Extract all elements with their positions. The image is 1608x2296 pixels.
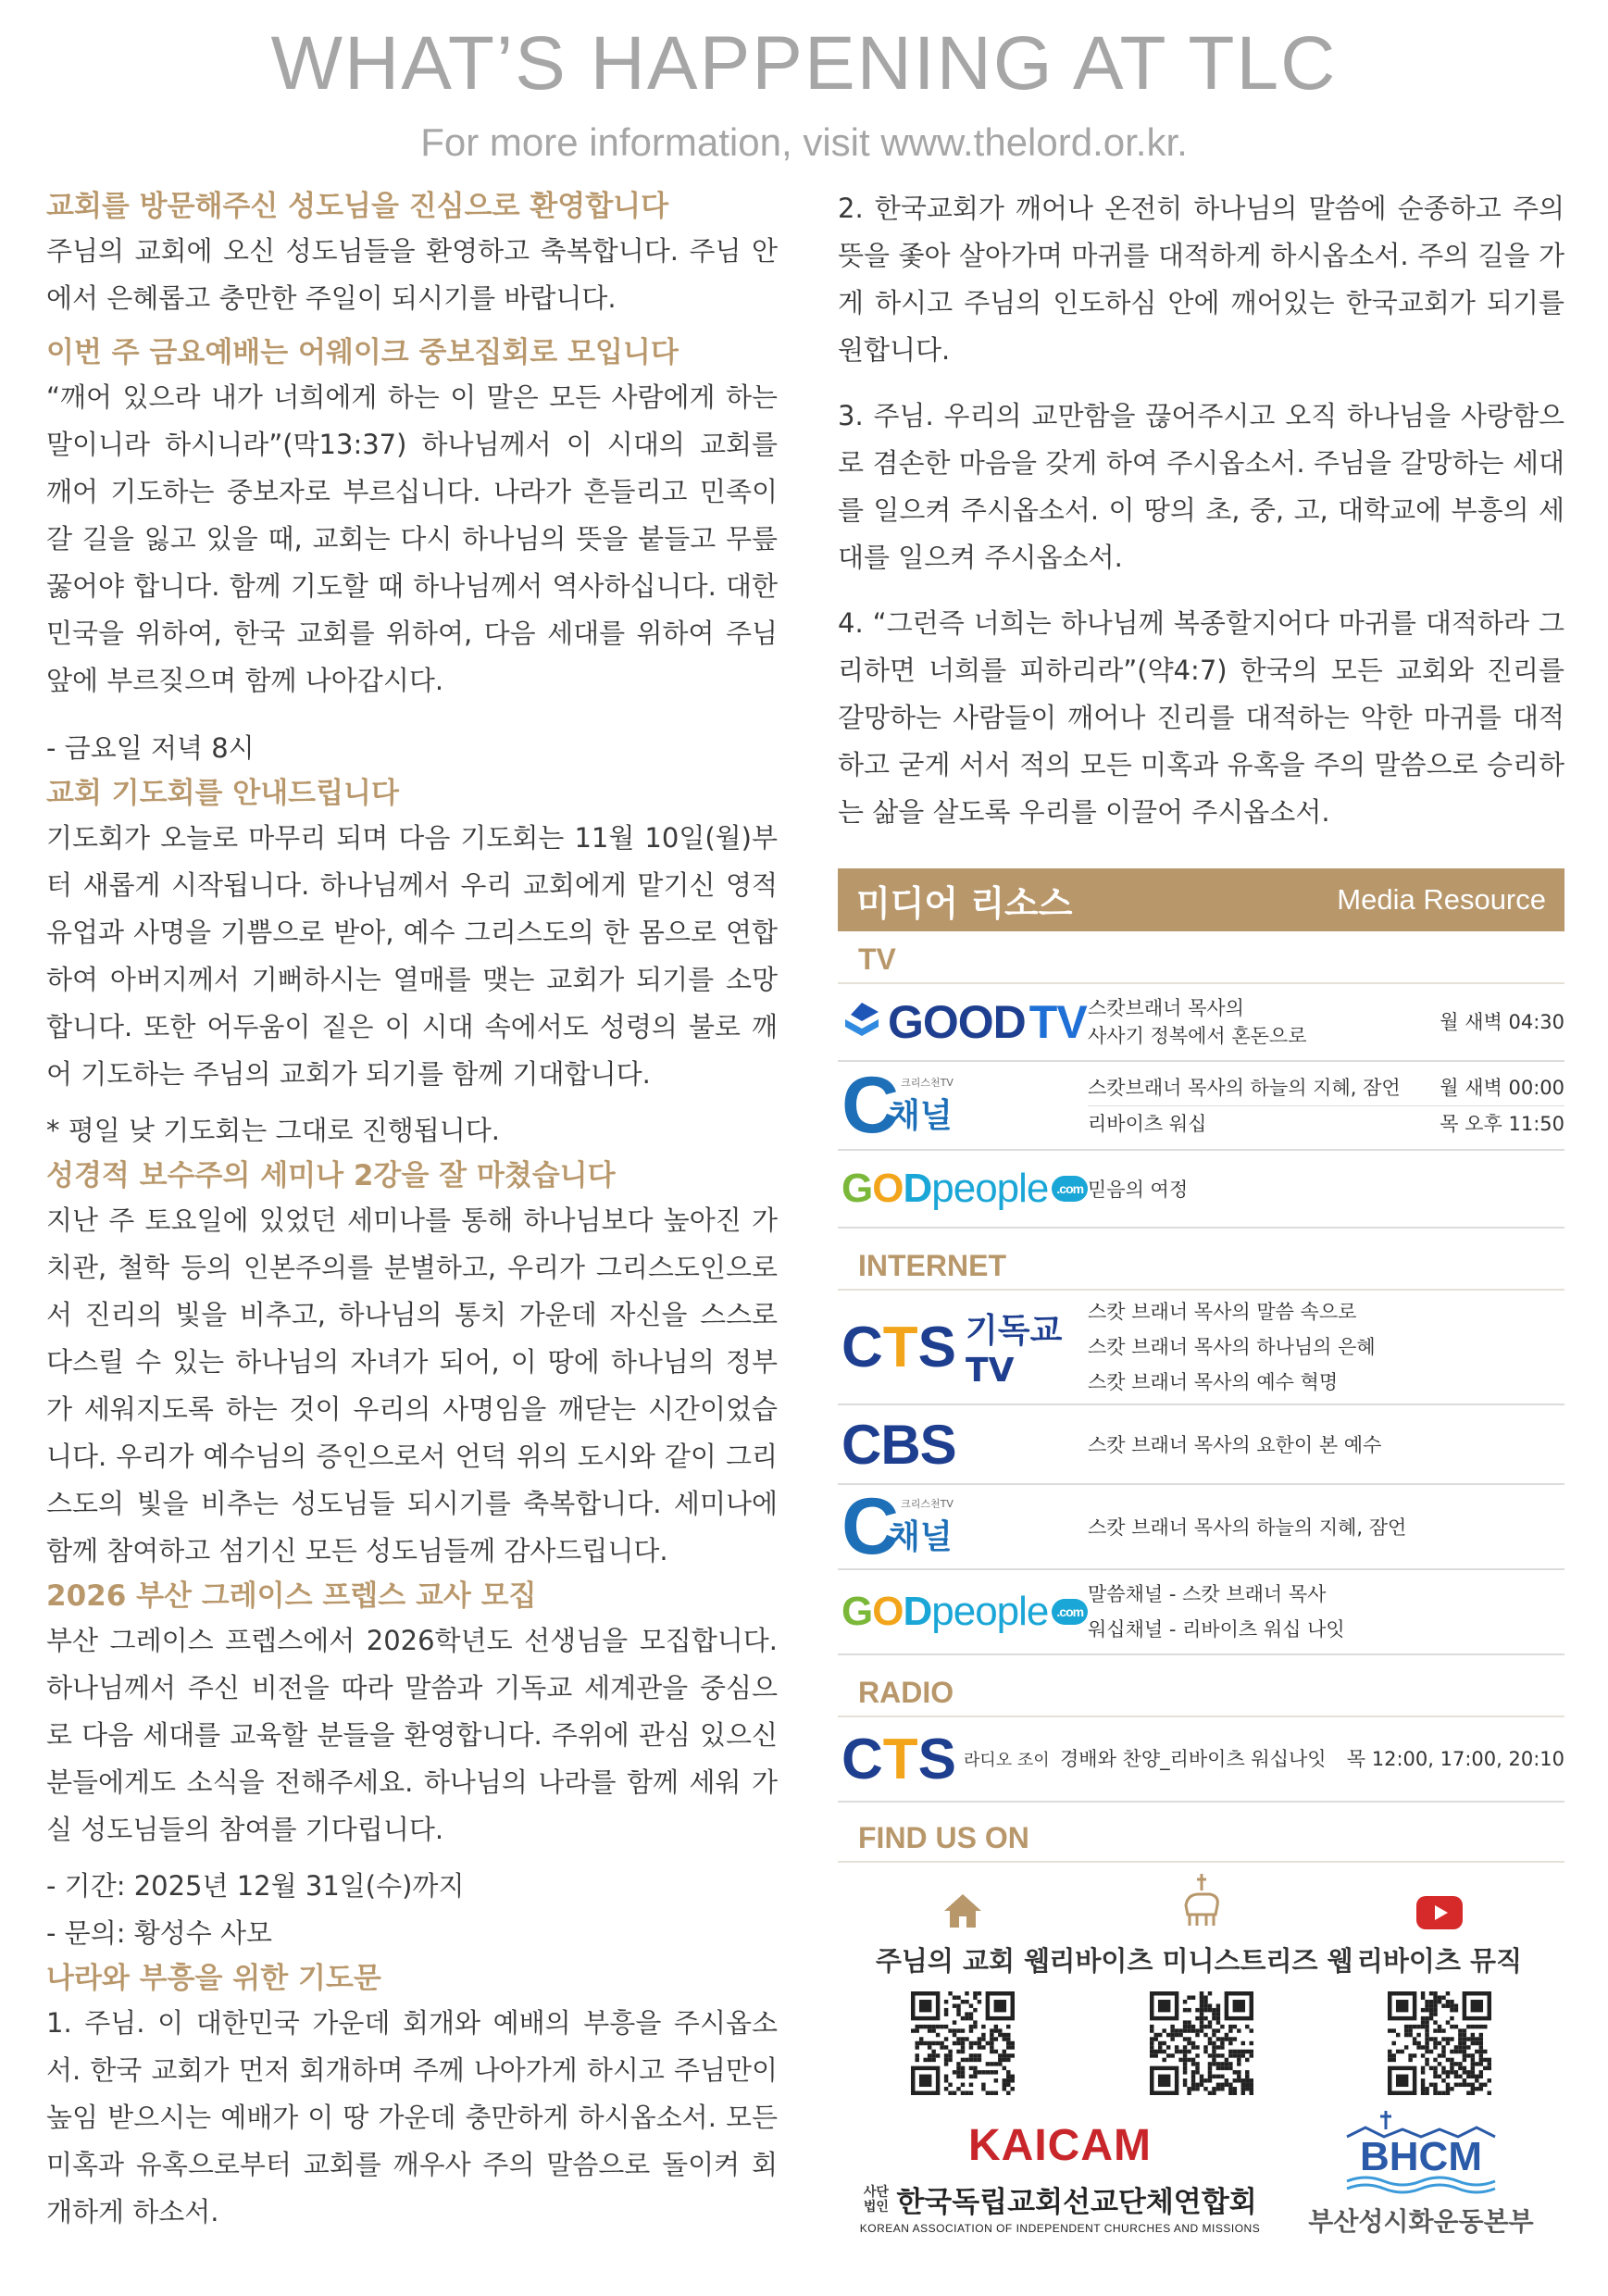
prayer-item-1: 1. 주님. 이 대한민국 가운데 회개와 예배의 부흥을 주시옵소서. 한국 교회가 먼저 회개하며 주께 나아가게 하시고 주님만이 높임 받으시는 예배가 이 땅 가운데 충만하게 하시옵소서. 모든 미혹과 유혹으로부터 교회를 깨우사 주의 말씀으로 돌이켜 회개하게 하소서. xyxy=(46,2007,778,2227)
cchannel-internet-row xyxy=(838,1482,1564,1571)
levites-music-label: 리바이츠 뮤직 xyxy=(1356,1945,1523,1977)
seminar-body: 지난 주 토요일에 있었던 세미나를 통해 하나님보다 높아진 가치관, 철학 등의 인본주의를 분별하고, 우리가 그리스도인으로서 진리의 빛을 비추고, 하나님의 통치 가운데 자신을 스스로 다스릴 수 있는 하나님의 자녀가 되어, 이 땅에 하나님의 정부가 세워지도록 하는 것이 우리의 사명임을 깨닫는 시간이었습니다. 우리가 예수님의 증인으로서 언덕 위의 도시와 같이 그리스도의 빛을 비추는 성도님들 되시기를 축복합니다. 세미나에 함께 참여하고 섬기신 모든 성도님들께 감사드립니다. xyxy=(46,1204,778,1566)
page-subtitle: For more information, visit www.thelord.or.kr. xyxy=(420,120,1188,164)
levites-music-qr-code[interactable] xyxy=(1388,1991,1491,2095)
cbs-logo xyxy=(838,1413,1088,1477)
kaicam-wordmark: KAICAM xyxy=(968,2121,1152,2170)
media-title-en: Media Resource xyxy=(1337,883,1546,916)
levites-web-link[interactable] xyxy=(1049,1883,1353,2095)
church-web-label: 주님의 교회 웹 xyxy=(875,1945,1051,1977)
cts-radio-logo: CTS 라디오 조이 xyxy=(841,1727,1050,1791)
cts-radio-row xyxy=(838,1717,1564,1803)
cchannel-internet-logo-text: 채널 xyxy=(888,1517,953,1556)
godpeople-internet-program-2: 워십채널 - 리바이츠 워십 나잇 xyxy=(1088,1618,1345,1641)
prayer-meeting-note: * 평일 낮 기도회는 그대로 진행됩니다. xyxy=(46,1115,501,1146)
kaicam-logo xyxy=(856,2120,1264,2235)
cts-radio-time: 목 12:00, 17:00, 20:10 xyxy=(1346,1748,1564,1770)
welcome-heading: 교회를 방문해주신 성도님을 진심으로 환영합니다 xyxy=(46,190,669,223)
cts-internet-logo-tail: 기독교TV xyxy=(966,1312,1063,1390)
cts-internet-row xyxy=(838,1291,1564,1405)
kaicam-english-name: KOREAN ASSOCIATION OF INDEPENDENT CHURCHES AND MISSIONS xyxy=(859,2222,1261,2235)
cts-radio-program: 경배와 찬양_리바이츠 워십나잇 xyxy=(1060,1748,1327,1770)
goodtv-row xyxy=(838,984,1564,1062)
godpeople-tv-logo: G O D people .com xyxy=(838,1166,1088,1212)
awake-body: “깨어 있으라 내가 너희에게 하는 이 말은 모든 사람에게 하는 말이니라 하시니라”(막13:37) 하나님께서 이 시대의 교회를 깨어 기도하는 중보자로 부르십니다. 나라가 흔들리고 민족이 갈 길을 잃고 있을 때, 교회는 다시 하나님의 뜻을 붙들고 무릎 꿇어야 합니다. 함께 기도할 때 하나님께서 역사하십니다. 대한민국을 위하여, 한국 교회를 위하여, 다음 세대를 위하여 주님 앞에 부르짖으며 함께 나아갑시다. xyxy=(46,381,778,696)
godpeople-internet-logo: G O D people .com xyxy=(838,1589,1088,1635)
goodtv-logo: GOOD TV xyxy=(838,995,1088,1049)
goodtv-program-line2: 사사기 정복에서 혼돈으로 xyxy=(1088,1025,1307,1047)
cchannel-internet-logo-small: 크리스천TV xyxy=(901,1497,954,1510)
media-banner xyxy=(838,868,1564,931)
goodtv-time: 월 새벽 04:30 xyxy=(1440,1011,1564,1033)
home-icon xyxy=(942,1883,983,1929)
cchannel-internet-logo: C 크리스천TV 채널 xyxy=(841,1482,954,1571)
find-us-heading: FIND US ON xyxy=(838,1810,1564,1863)
cchannel-row1-time: 월 새벽 00:00 xyxy=(1440,1076,1564,1099)
cchannel-row1-program: 스캇브래너 목사의 하늘의 지혜, 잠언 xyxy=(1088,1076,1401,1099)
bhcm-wordmark: BHCM xyxy=(1360,2134,1482,2179)
godpeople-tv-program: 믿음의 여정 xyxy=(1088,1179,1189,1201)
church-web-qr-code[interactable] xyxy=(911,1991,1015,2095)
cchannel-tv-row xyxy=(838,1062,1564,1151)
cchannel-tv-logo-text: 채널 xyxy=(888,1096,953,1135)
prayer-meeting-heading: 교회 기도회를 안내드립니다 xyxy=(46,777,399,810)
prayer-item-4: 4. “그런즉 너희는 하나님께 복종할지어다 마귀를 대적하라 그리하면 너희를 피하리라”(약4:7) 한국의 모든 교회와 진리를 갈망하는 사람들이 깨어나 진리를 대적하는 악한 마귀를 대적하고 굳게 서서 적의 모든 미혹과 유혹을 주의 말씀으로 승리하는 삶을 살도록 우리를 이끌어 주시옵소서. xyxy=(838,607,1564,828)
cchannel-row2-program: 리바이츠 워십 xyxy=(1088,1112,1207,1135)
bhcm-logo xyxy=(1291,2092,1551,2239)
seminar-heading: 성경적 보수주의 세미나 2강을 잘 마쳤습니다 xyxy=(46,1159,616,1192)
cts-program-3: 스캇 브래너 목사의 예수 혁명 xyxy=(1088,1371,1339,1393)
media-title-ko: 미디어 리소스 xyxy=(856,882,1073,924)
cts-radio-logo-tail: 라디오 조이 xyxy=(964,1751,1050,1770)
internet-category: INTERNET xyxy=(838,1238,1564,1291)
cchannel-internet-program: 스캇 브래너 목사의 하늘의 지혜, 잠언 xyxy=(1088,1516,1407,1539)
media-resource-panel xyxy=(838,868,1564,2095)
cchannel-tv-logo-small: 크리스천TV xyxy=(901,1076,954,1089)
cbs-program: 스캇 브래너 목사의 요한이 본 예수 xyxy=(1088,1434,1382,1456)
recruit-period: - 기간: 2025년 12월 31일(수)까지 xyxy=(46,1870,465,1902)
left-column xyxy=(46,185,778,2236)
church-web-link[interactable] xyxy=(852,1883,1074,2095)
godpeople-tv-row xyxy=(838,1151,1564,1229)
cts-program-2: 스캇 브래너 목사의 하나님의 은혜 xyxy=(1088,1336,1376,1358)
recruit-contact: - 문의: 황성수 사모 xyxy=(46,1917,272,1949)
cchannel-row2-time: 목 오후 11:50 xyxy=(1440,1112,1564,1135)
levites-web-label: 리바이츠 미니스트리즈 웹 xyxy=(1049,1945,1353,1977)
right-column xyxy=(838,185,1564,855)
awake-heading: 이번 주 금요예배는 어웨이크 중보집회로 모입니다 xyxy=(46,336,679,369)
awake-note: - 금요일 저녁 8시 xyxy=(46,732,255,764)
radio-category: RADIO xyxy=(838,1665,1564,1717)
prayer-meeting-body: 기도회가 오늘로 마무리 되며 다음 기도회는 11월 10일(월)부터 새롭게 시작됩니다. 하나님께서 우리 교회에게 맡기신 영적 유업과 사명을 기쁨으로 받아, 예수 그리스도의 한 몸으로 연합하여 아버지께서 기뻐하시는 열매를 맺는 교회가 되기를 소망합니다. 또한 어두움이 짙은 이 시대 속에서도 성령의 불로 깨어 기도하는 주님의 교회가 되기를 함께 기대합니다. xyxy=(46,822,778,1090)
page-title: WHAT’S HAPPENING AT TLC xyxy=(270,21,1338,106)
footer-logos xyxy=(838,2120,1564,2259)
levites-music-link[interactable] xyxy=(1328,1883,1551,2095)
levites-web-qr-code[interactable] xyxy=(1150,1991,1253,2095)
cchannel-tv-logo: C 크리스천TV 채널 xyxy=(841,1061,954,1150)
cts-internet-logo: CTS 기독교TV xyxy=(838,1304,1088,1390)
goodtv-mark-icon xyxy=(841,995,882,1049)
prayer-item-2: 2. 한국교회가 깨어나 온전히 하나님의 말씀에 순종하고 주의 뜻을 좇아 살아가며 마귀를 대적하게 하시옵소서. 주의 길을 가게 하시고 주님의 인도하심 안에 깨어있는 한국교회가 되기를 원합니다. xyxy=(838,193,1564,366)
kaicam-prefix: 사단 법인 xyxy=(863,2184,889,2215)
godpeople-internet-row xyxy=(838,1570,1564,1655)
goodtv-program-line1: 스캇브래너 목사의 xyxy=(1088,997,1244,1019)
tv-category: TV xyxy=(838,931,1564,984)
youtube-icon xyxy=(1416,1883,1463,1929)
find-us-links xyxy=(838,1863,1564,2095)
cts-program-1: 스캇 브래너 목사의 말씀 속으로 xyxy=(1088,1301,1357,1323)
bhcm-name: 부산성시화운동본부 xyxy=(1308,2206,1534,2237)
welcome-body: 주님의 교회에 오신 성도님들을 환영하고 축복합니다. 주님 안에서 은혜롭고 충만한 주일이 되시기를 바랍니다. xyxy=(46,235,778,314)
cbs-logo-text: CBS xyxy=(841,1413,956,1476)
prayer-item-3: 3. 주님. 우리의 교만함을 끊어주시고 오직 하나님을 사랑함으로 겸손한 마음을 갖게 하여 주시옵소서. 주님을 갈망하는 세대를 일으켜 주시옵소서. 이 땅의 초, 중, 고, 대학교에 부흥의 세대를 일으켜 주시옵소서. xyxy=(838,400,1564,573)
recruit-body: 부산 그레이스 프렙스에서 2026학년도 선생님을 모집합니다. 하나님께서 주신 비전을 따라 말씀과 기독교 세계관을 중심으로 다음 세대를 교육할 분들을 환영합니다. 주위에 관심 있으신 분들에게도 소식을 전해주세요. 하나님의 나라를 함께 세워 가실 성도님들의 참여를 기다립니다. xyxy=(46,1625,778,1845)
recruit-heading: 2026 부산 그레이스 프렙스 교사 모집 xyxy=(46,1579,537,1613)
levites-lamb-icon xyxy=(1178,1883,1225,1929)
bhcm-emblem-icon xyxy=(1328,2092,1514,2194)
cbs-row xyxy=(838,1405,1564,1485)
prayer-title: 나라와 부흥을 위한 기도문 xyxy=(46,1962,381,1995)
kaicam-name: 한국독립교회선교단체연합회 xyxy=(896,2186,1257,2219)
godpeople-internet-program-1: 말씀채널 - 스캇 브래너 목사 xyxy=(1088,1583,1327,1605)
